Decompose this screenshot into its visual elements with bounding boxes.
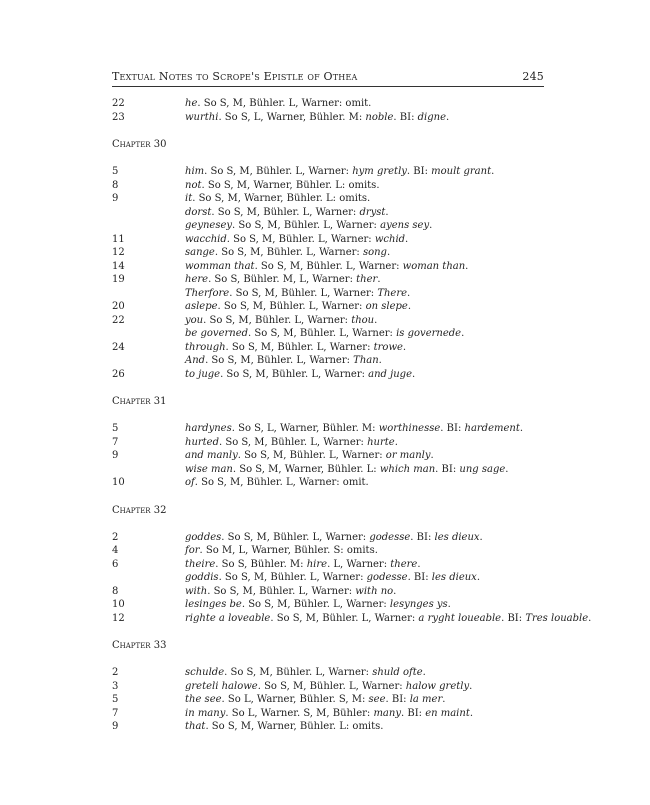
lemma-italic: for — [185, 545, 200, 556]
note-row — [112, 300, 544, 314]
lemma-italic: hurte — [367, 436, 395, 448]
lemma-italic: digne — [417, 111, 446, 123]
lemma-italic: with — [185, 585, 208, 597]
lemma-italic: and manly — [185, 450, 238, 461]
note-row — [112, 558, 544, 572]
note-segment: . — [465, 260, 469, 272]
note-text — [185, 219, 544, 233]
lemma-italic: dorst — [185, 206, 212, 218]
lemma-italic: wacchid — [185, 233, 227, 245]
note-row — [112, 463, 544, 477]
note-segment: . So S, M, Bühler. L, Warner: — [221, 531, 370, 543]
note-text — [185, 558, 544, 572]
note-text — [185, 300, 544, 314]
lemma-italic: Therfore — [185, 287, 230, 299]
lemma-italic: worthinesse — [378, 423, 441, 434]
note-segment: . So S, M, Warner, Bühler. L: — [232, 463, 380, 475]
note-segment: . So S, M, Bühler. L, Warner: — [211, 206, 360, 218]
lemma-italic: the see — [185, 694, 222, 705]
lemma-italic: en maint — [425, 707, 470, 719]
line-number: 10 — [112, 477, 125, 488]
note-segment: . — [491, 166, 495, 177]
lemma-italic: hire — [306, 558, 328, 570]
note-row — [112, 707, 544, 721]
note-text — [185, 179, 544, 193]
note-text — [185, 327, 544, 341]
lemma-italic: geynesey — [185, 220, 233, 231]
lemma-italic: hardynes — [185, 423, 232, 434]
note-segment: . — [377, 274, 381, 285]
line-number: 20 — [112, 301, 125, 312]
lemma-italic: Than — [353, 355, 379, 366]
note-segment: . So S, M, Bühler. L, Warner: — [224, 667, 373, 678]
note-segment: . — [445, 111, 450, 123]
note-segment: . So S, M, Bühler. L, Warner: — [270, 612, 419, 624]
note-text — [185, 571, 544, 585]
note-row — [112, 598, 544, 612]
line-number — [112, 219, 185, 233]
note-segment: . — [374, 314, 378, 326]
lemma-italic: Tres louable — [525, 612, 589, 624]
note-segment: . — [461, 328, 465, 339]
lemma-italic: it — [185, 193, 193, 204]
lemma-italic: or manly — [385, 450, 431, 461]
note-row — [112, 680, 544, 694]
note-segment: . So S, M, Warner, Bühler. L: omits. — [205, 721, 384, 732]
note-text — [185, 612, 591, 626]
note-row — [112, 571, 544, 585]
note-text — [185, 666, 544, 680]
note-segment: . So S, M, Bühler. L, Warner: — [254, 260, 403, 272]
note-segment: . So S, M, Bühler. L, Warner: — [257, 680, 406, 692]
line-number: 5 — [112, 166, 119, 177]
note-row — [112, 693, 544, 707]
line-number: 9 — [112, 450, 119, 461]
note-row — [112, 206, 544, 220]
note-segment: . So L, Warner, Bühler. S, M: — [221, 694, 369, 705]
note-row — [112, 219, 544, 233]
lemma-italic: greteli halowe — [185, 680, 258, 692]
note-segment: . So S, M, Bühler. L, Warner: — [229, 287, 378, 299]
note-segment: . So S, M, Bühler. L, Warner: — [225, 341, 374, 353]
line-number — [112, 354, 185, 368]
note-text — [185, 693, 544, 707]
note-segment: . So S, M, Bühler. L, Warner: — [241, 599, 390, 610]
note-text — [185, 314, 544, 328]
note-segment: . L, Warner: — [327, 558, 391, 570]
line-number: 6 — [112, 558, 119, 570]
note-segment: . — [412, 368, 416, 380]
line-number: 22 — [112, 98, 125, 109]
line-number: 19 — [112, 274, 125, 285]
line-number: 24 — [112, 341, 125, 353]
note-text — [185, 354, 544, 368]
lemma-italic: There — [377, 287, 408, 299]
lemma-italic: see — [368, 694, 386, 705]
lemma-italic: song — [362, 247, 387, 258]
lemma-italic: he — [185, 98, 198, 109]
note-segment: . So S, Bühler. M: — [215, 558, 307, 570]
lemma-italic: lesynges ys — [389, 599, 448, 610]
line-number: 12 — [112, 612, 125, 624]
lemma-italic: goddis — [185, 572, 219, 583]
chapter-heading: Chapter 30 — [112, 139, 167, 150]
line-number: 23 — [112, 111, 125, 123]
note-segment: . — [430, 450, 434, 461]
lemma-italic: dryst — [359, 206, 386, 218]
note-row — [112, 368, 544, 382]
note-text — [185, 531, 544, 545]
note-segment: . — [407, 287, 411, 299]
note-segment: . So S, M, Warner, Bühler. L: omits. — [192, 193, 371, 204]
note-segment: . So S, M, Bühler. L, Warner: — [219, 436, 368, 448]
line-number: 5 — [112, 694, 119, 705]
lemma-italic: wurthi — [185, 111, 219, 123]
lemma-italic: on slepe — [365, 301, 408, 312]
note-row — [112, 233, 544, 247]
note-segment: . So S, M, Warner, Bühler. L: omits. — [201, 179, 380, 191]
lemma-italic: through — [185, 341, 226, 353]
note-text — [185, 206, 544, 220]
note-segment: . — [476, 572, 481, 583]
lemma-italic: goddes — [185, 531, 222, 543]
note-text — [185, 341, 544, 355]
note-text — [185, 449, 544, 463]
note-row — [112, 436, 544, 450]
note-segment: . So S, M, Bühler. L, Warner: — [214, 247, 363, 258]
lemma-italic: theire — [185, 558, 216, 570]
note-segment: . — [479, 531, 483, 543]
page — [112, 70, 592, 734]
note-segment: . BI: — [400, 707, 426, 719]
lemma-italic: moult grant — [431, 166, 492, 177]
note-text — [185, 192, 544, 206]
lemma-italic: be governed — [185, 328, 249, 339]
lemma-italic: thou — [351, 314, 375, 326]
lemma-italic: wise man — [185, 463, 233, 475]
lemma-italic: many — [373, 707, 401, 719]
note-text — [185, 598, 544, 612]
note-segment: . BI: — [435, 463, 460, 475]
note-segment: . BI: — [501, 612, 526, 624]
lemma-italic: to juge — [185, 368, 221, 380]
note-segment: . BI: — [406, 166, 432, 177]
note-segment: . — [429, 220, 433, 231]
chapter-heading: Chapter 32 — [112, 504, 167, 516]
line-number: 22 — [112, 314, 125, 326]
line-number: 12 — [112, 247, 125, 258]
note-row — [112, 531, 544, 545]
note-segment: . So S, M, Bühler. L, Warner: — [203, 314, 352, 326]
note-text — [185, 463, 544, 477]
notes-list — [112, 97, 592, 734]
note-segment: . — [505, 463, 509, 475]
note-text — [185, 97, 544, 111]
note-segment: . So S, L, Warner, Bühler. M: — [218, 111, 366, 123]
note-segment: . So S, M, Bühler. L, Warner: omit. — [194, 477, 369, 488]
note-segment: . BI: — [440, 423, 465, 434]
note-text — [185, 165, 544, 179]
page-number: 245 — [522, 70, 544, 83]
lemma-italic: here — [185, 274, 209, 285]
note-segment: . So S, L, Warner, Bühler. M: — [231, 423, 379, 434]
note-segment: . — [393, 585, 397, 597]
lemma-italic: you — [185, 314, 204, 326]
lemma-italic: woman than — [402, 260, 466, 272]
note-segment: . So S, M, Bühler. L, Warner: — [207, 585, 356, 597]
lemma-italic: halow gretly — [405, 680, 470, 692]
lemma-italic: there — [390, 558, 418, 570]
note-row — [112, 327, 544, 341]
lemma-italic: of — [185, 477, 195, 488]
lemma-italic: godesse — [369, 531, 411, 543]
line-number: 2 — [112, 531, 119, 543]
lemma-italic: hardement — [464, 423, 520, 434]
note-row — [112, 179, 544, 193]
line-number — [112, 463, 185, 477]
note-segment: . So S, M, Bühler. L, Warner: — [218, 572, 367, 583]
note-segment: . — [417, 558, 421, 570]
note-row — [112, 585, 544, 599]
note-text — [185, 111, 544, 125]
running-head — [112, 70, 544, 87]
note-segment: . So S, M, Bühler. L, Warner: — [237, 450, 386, 461]
note-segment: . — [386, 247, 391, 258]
lemma-italic: ther — [356, 274, 378, 285]
lemma-italic: a ryght loueable — [418, 612, 502, 624]
note-row — [112, 422, 544, 436]
lemma-italic: And — [185, 355, 206, 366]
note-text — [185, 368, 544, 382]
lemma-italic: les dieux — [434, 531, 480, 543]
lemma-italic: ayens sey — [380, 220, 430, 231]
note-segment: . So M, L, Warner, Bühler. S: omits. — [199, 545, 378, 556]
note-segment: . BI: — [385, 694, 410, 705]
note-row — [112, 165, 544, 179]
line-number: 4 — [112, 545, 119, 556]
note-row — [112, 260, 544, 274]
lemma-italic: with no — [355, 585, 394, 597]
line-number — [112, 206, 185, 220]
note-segment: . So S, M, Bühler. L, Warner: — [248, 328, 397, 339]
line-number: 14 — [112, 260, 125, 272]
line-number: 9 — [112, 721, 119, 732]
lemma-italic: la mer — [409, 694, 443, 705]
lemma-italic: hurted — [185, 436, 219, 448]
chapter-heading: Chapter 31 — [112, 396, 167, 407]
note-row — [112, 111, 544, 125]
note-row — [112, 97, 544, 111]
note-segment: . So S, Bühler. M, L, Warner: — [208, 274, 357, 285]
note-segment: . — [442, 694, 446, 705]
note-row — [112, 720, 544, 734]
note-segment: . So S, M, Bühler. L, Warner: — [217, 301, 366, 312]
lemma-italic: noble — [365, 111, 394, 123]
lemma-italic: trowe — [373, 341, 403, 353]
note-text — [185, 436, 544, 450]
lemma-italic: aslepe — [185, 301, 218, 312]
note-text — [185, 544, 544, 558]
line-number: 11 — [112, 233, 125, 245]
note-segment: . — [407, 301, 412, 312]
lemma-italic: godesse — [366, 572, 408, 583]
note-segment: . — [469, 707, 474, 719]
lemma-italic: wchid — [374, 233, 406, 245]
line-number: 3 — [112, 680, 119, 692]
note-segment: . — [385, 206, 389, 218]
lemma-italic: not — [185, 179, 202, 191]
line-number: 10 — [112, 599, 125, 610]
lemma-italic: sange — [185, 247, 215, 258]
line-number: 5 — [112, 423, 119, 434]
note-text — [185, 233, 544, 247]
line-number — [112, 327, 185, 341]
note-segment: . So S, M, Bühler. L, Warner: — [205, 355, 354, 366]
note-segment: . So L, Warner. S, M, Bühler: — [225, 707, 374, 719]
note-text — [185, 273, 544, 287]
note-segment: . So S, M, Bühler. L, Warner: — [220, 368, 369, 380]
lemma-italic: hym gretly — [352, 166, 407, 177]
note-segment: . BI: — [410, 531, 435, 543]
note-row — [112, 612, 592, 626]
note-segment: . — [588, 612, 592, 624]
note-row — [112, 354, 544, 368]
line-number: 7 — [112, 436, 119, 448]
note-text — [185, 476, 544, 490]
lemma-italic: in many — [185, 707, 226, 719]
line-number: 9 — [112, 193, 119, 204]
note-segment: . — [394, 436, 398, 448]
lemma-italic: lesinges be — [185, 599, 242, 610]
note-text — [185, 585, 544, 599]
lemma-italic: shuld ofte — [372, 667, 423, 678]
lemma-italic: womman that — [185, 260, 255, 272]
note-segment: . BI: — [407, 572, 432, 583]
lemma-italic: righte a loveable — [185, 612, 271, 624]
lemma-italic: that — [185, 721, 206, 732]
note-row — [112, 273, 544, 287]
note-text — [185, 260, 544, 274]
lemma-italic: is governede — [396, 328, 462, 339]
line-number: 2 — [112, 667, 119, 678]
note-row — [112, 666, 544, 680]
lemma-italic: which man — [379, 463, 436, 475]
note-segment: . BI: — [393, 111, 418, 123]
note-text — [185, 246, 544, 260]
line-number: 26 — [112, 368, 125, 380]
note-row — [112, 314, 544, 328]
note-segment: . — [447, 599, 451, 610]
line-number: 8 — [112, 179, 119, 191]
note-text — [185, 422, 544, 436]
note-row — [112, 544, 544, 558]
note-segment: . — [405, 233, 409, 245]
note-text — [185, 680, 544, 694]
note-segment: . So S, M, Bühler. L, Warner: omit. — [197, 98, 372, 109]
note-segment: . — [402, 341, 407, 353]
note-segment: . So S, M, Bühler. L, Warner: — [204, 166, 353, 177]
lemma-italic: him — [185, 166, 205, 177]
lemma-italic: and juge — [368, 368, 412, 380]
note-segment: . So S, M, Bühler. L, Warner: — [226, 233, 375, 245]
lemma-italic: schulde — [185, 667, 225, 678]
chapter-heading: Chapter 33 — [112, 640, 167, 651]
lemma-italic: ung sage — [459, 463, 506, 475]
note-row — [112, 476, 544, 490]
note-row — [112, 449, 544, 463]
running-title: Textual Notes to Scrope's Epistle of Othea — [112, 70, 358, 83]
line-number — [112, 571, 185, 585]
note-segment: . So S, M, Bühler. L, Warner: — [232, 220, 381, 231]
note-text — [185, 707, 544, 721]
line-number: 8 — [112, 585, 119, 597]
note-row — [112, 192, 544, 206]
note-row — [112, 246, 544, 260]
note-row — [112, 341, 544, 355]
note-segment: . — [519, 423, 524, 434]
note-row — [112, 287, 544, 301]
note-text — [185, 287, 544, 301]
note-segment: . — [422, 667, 426, 678]
note-segment: . — [469, 680, 473, 692]
lemma-italic: les dieux — [431, 572, 477, 583]
line-number: 7 — [112, 707, 119, 719]
note-segment: . — [378, 355, 382, 366]
note-text — [185, 720, 544, 734]
line-number — [112, 287, 185, 301]
